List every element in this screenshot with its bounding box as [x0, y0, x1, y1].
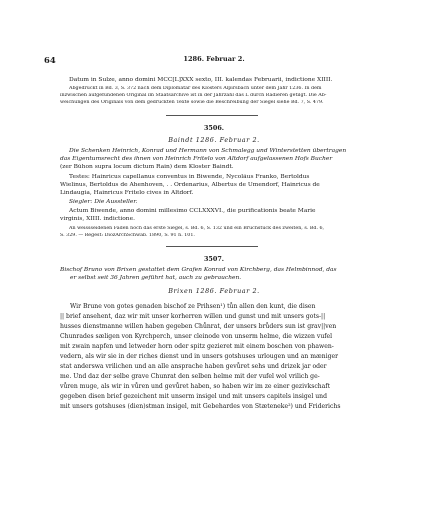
doc-3506-summary-line: (zer Bůhon supra locum dictum Rain) dem Kloster Baindt. — [60, 164, 234, 170]
section-divider — [166, 246, 258, 247]
doc-3507-body-line: gegeben disen brief gezeichent mit unserm insigel und mit unsers capitels insigel und — [60, 393, 328, 400]
doc-3506-testes-line: Testes: Hainricus capellanus conventus in Biwende, Nycolâus Franko, Bertoldus — [69, 174, 310, 180]
doc-3507-body-line: mit unsers gotshuses (dien)stman insigel, mit Gebehardes von Stæteneke²) und Friderichs — [60, 403, 341, 410]
doc-3506-summary-line: Die Schenken Heinrich, Konrad und Hermann von Schmalegg und Winterstetten übertragen — [69, 148, 347, 154]
doc-3507-body-line: || brief ansehent, daz wir mit unser korherren willen und gunst und mit unsers gots-|| — [60, 313, 326, 320]
running-head: 1286. Februar 2. — [183, 55, 245, 63]
section-divider — [166, 115, 258, 116]
doc-3506-note-line: An weissseidenen Fäden noch das erste Siegel, s. Bd. 6, S. 132 und ein Bruchstück des zweiten, s. Bd. 6, — [69, 226, 325, 231]
doc-3507-body-line: vedern, als wir sie in der riches dienst und in unsers gotshuses urlougen und an mæniger — [60, 353, 339, 360]
doc-3507-summary-line: er selbst seit 36 Jahren geführt hat, auch zu gebrauchen. — [70, 275, 242, 281]
doc-3506-actum-line: virginis, XIIII. indictione. — [60, 216, 135, 222]
doc-3507-summary-line: Bischof Bruno von Brixen gestattet dem Grafen Konrad von Kirchberg, das Helmbinnod, das — [60, 267, 337, 273]
doc-3506-note-line: S. 329. — Regest: DiözArchSchwab. 1890, S. 91 n. 101. — [60, 233, 195, 238]
doc-3507-body-line: vůren muge, als wir in vůren und gevůret haben, so haben wir im ze einer gezivkschaft — [60, 383, 331, 390]
page-number: 64 — [44, 55, 56, 65]
page-header — [44, 55, 384, 67]
doc-3507-body-line: stat anderswa vrilichen und an alle ansprache haben gevůret sehs und drizek jar oder — [60, 363, 327, 370]
doc-3507-place-date: Brixen 1286. Februar 2. — [168, 287, 260, 295]
doc-3506-testes-line: Wielinus, Bertoldus de Ahenhoven, . . Ordenarius, Albertus de Umendorf, Hainricus de — [60, 182, 320, 188]
doc-3507-body-line: Wir Brune von gotes genaden bischof ze Prihsen¹) tůn allen den kunt, die disen — [70, 303, 316, 310]
doc-3506-place-date: Baindt 1286. Februar 2. — [168, 136, 260, 144]
doc-3506-testes-line: Lindaugia, Hainricus Fritelo cives in Altdorf. — [60, 190, 194, 196]
doc-3506-summary-line: das Eigentumsrecht des ihnen von Heinrich Fritelo von Altdorf aufgelassenen Hofs Bucher — [60, 156, 333, 162]
doc-number-3506: 3506. — [203, 124, 224, 132]
intro-note-line: inzwischen aufgefundenen Original im Staatsarchive ist in der Jahrzahl das L durch Radieren getilgt. Die Ab- — [60, 93, 327, 98]
doc-3507-body-line: Chunrades sæligen von Kyrchperch, unser cleinode von unserm helme, die wizzen vufel — [60, 333, 333, 340]
doc-3507-body-line: mit zwain napfen und letweder horn oder spitz gezieret mit einem boschen von phawen- — [60, 343, 334, 350]
intro-note-line: weichungen des Originals von dem gedruckten Texte sowie die Beschreibung der Siegel siehe Bd. 7, S. 479. — [60, 100, 324, 105]
intro-dating-line: Datum in Sulze, anno domini MCC[L]XXX sexto, III. kalendas Februarii, indictione XIIII. — [69, 77, 333, 83]
doc-3506-siegler: Siegler: Die Aussteller. — [69, 199, 138, 205]
doc-3507-body-line: husses dienstmanne willen haben gegeben Chůnrat, der unsers brůders sun ist grav||ven — [60, 323, 337, 330]
doc-3507-body-line: me. Und daz der selbe grave Chunrat den selben helme mit der vufel wol vrilich ge- — [60, 373, 320, 380]
doc-number-3507: 3507. — [203, 255, 224, 263]
intro-note-line: Abgedruckt in Bd. 3, S. 372 nach dem Diplomatar des Klosters Alpirsbach unter dem Jahr 1236. In dem — [69, 86, 322, 91]
doc-3506-actum-line: Actum Biwende, anno domini millesimo CCLXXXVI., die purificationis beate Marie — [69, 208, 316, 214]
